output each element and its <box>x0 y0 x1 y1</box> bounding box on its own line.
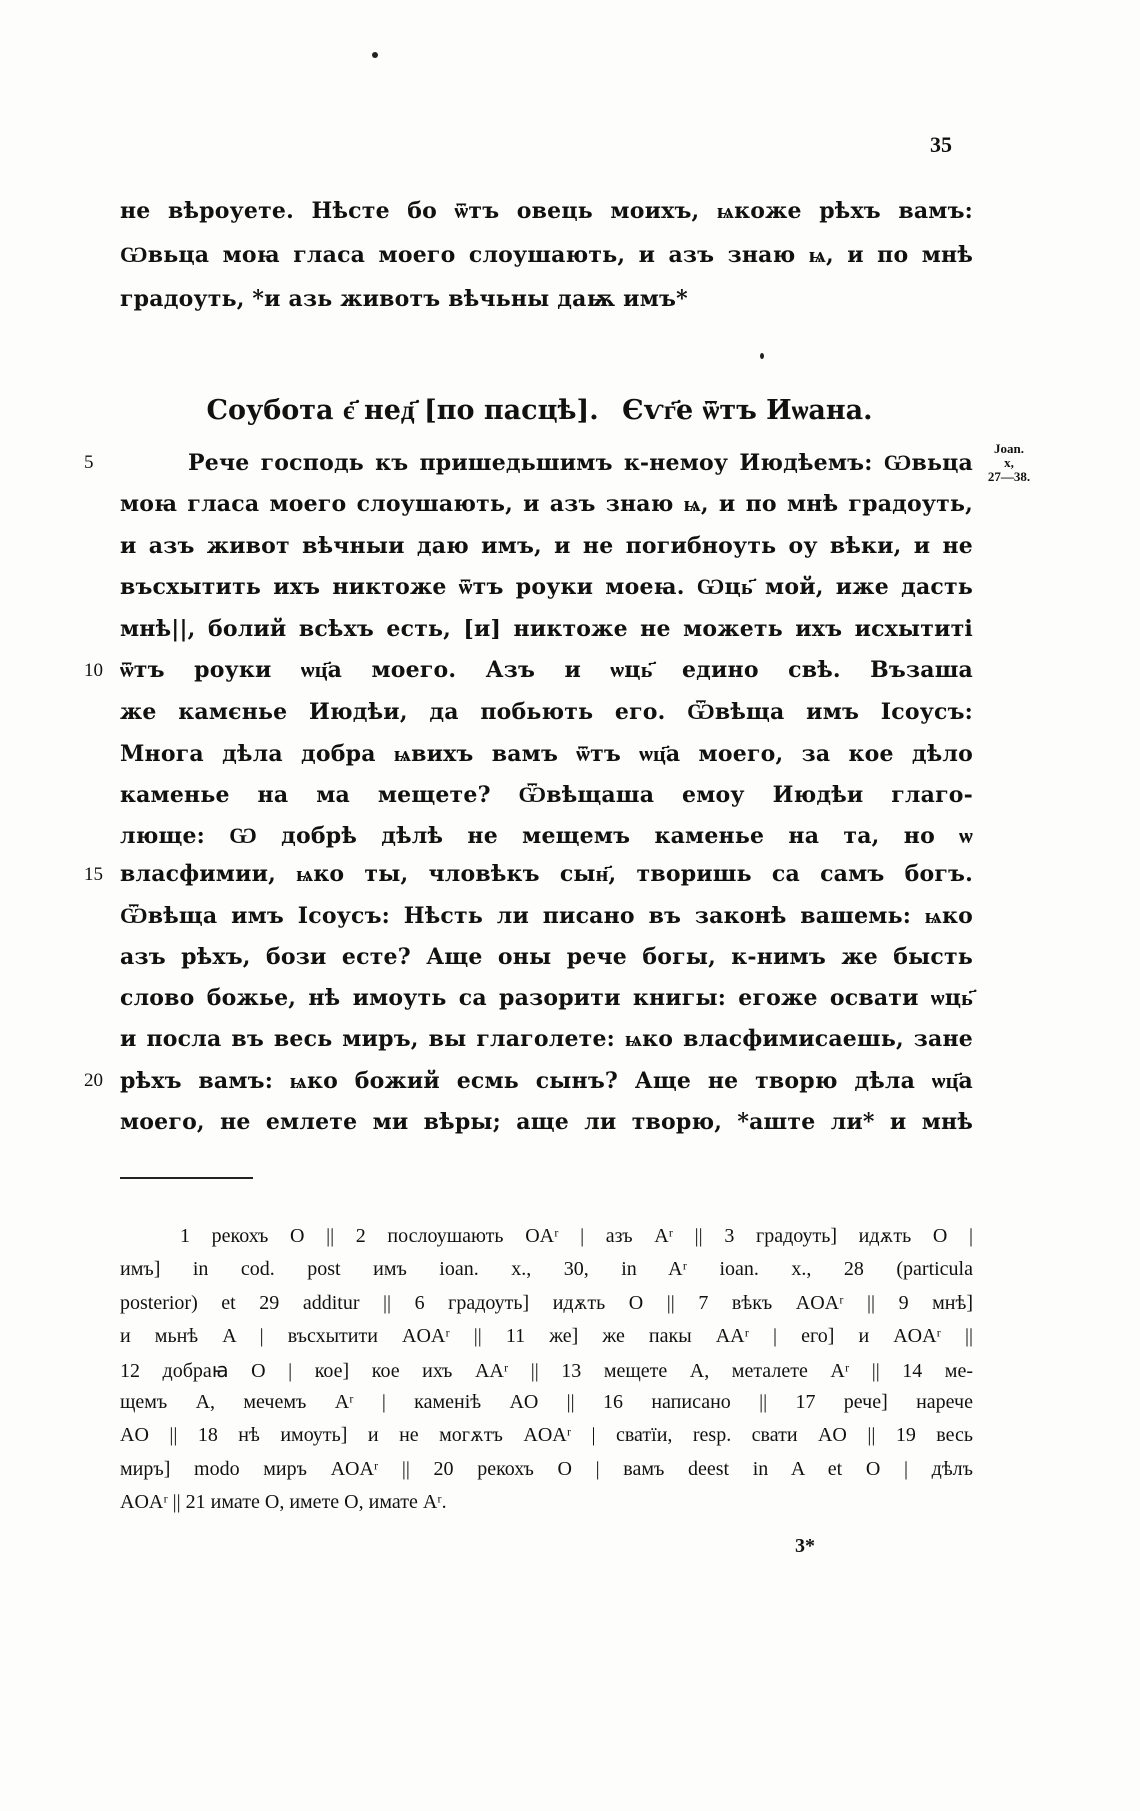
line-number: 10 <box>84 660 103 681</box>
signature-mark: 3* <box>795 1535 815 1557</box>
page-number: 35 <box>930 132 952 157</box>
body-line: и азъ живот вѣчныи даю имъ, и не погибноуть оу вѣки, и не <box>120 533 973 559</box>
margin-reference <box>978 442 1040 484</box>
line-number: 5 <box>84 452 94 473</box>
margin-ref-book: Joan. <box>994 441 1024 456</box>
ink-speck <box>372 52 378 58</box>
footnote-line: щемъ A, мечемъ Aʳ | каменіѣ AO || 16 написано || 17 рече] нарече <box>120 1391 973 1413</box>
footnote-line: и мьнѣ A | въсхытити AOAʳ || 11 же] же пакы AAʳ | его] и AOAʳ || <box>120 1325 973 1347</box>
text-line: Ѡвьца моꙗ гласа моего слоушають, и азъ знаю ѩ, и по мнѣ <box>120 242 973 268</box>
line-number: 20 <box>84 1070 103 1091</box>
body-line: моего, не емлете ми вѣры; аще ли творю, *аште ли* и мнѣ <box>120 1109 973 1135</box>
margin-ref-verses: 27—38. <box>987 469 1031 484</box>
body-line: же камєнье Июдѣи, да побьють его. Ѿвѣща имъ Ісоусъ: <box>120 699 973 725</box>
footnote-line: 1 рекохъ O || 2 послоушають OAʳ | азъ Aʳ || 3 градоуть] идѫть O | <box>180 1225 973 1247</box>
body-line: Рече господь къ пришедьшимъ к-немоу Июдѣемъ: Ѡвьца <box>188 450 973 476</box>
line-number: 15 <box>84 864 103 885</box>
body-line: власфимии, ѩко ты, чловѣкъ сын҃, творишь са самъ богъ. <box>120 861 973 887</box>
body-line: мнѣ||, болий всѣхъ есть, [и] никтоже не можеть ихъ исхытиті <box>120 616 973 642</box>
body-line: слово божье, нѣ имоуть са разорити книгы: егоже освати ѡць҃ <box>120 985 973 1011</box>
body-line: въсхытить ихъ никтоже ѿтъ роуки моеꙗ. Ѡць҃ мой, иже дасть <box>120 574 973 600</box>
footnote-line: миръ] modo миръ AOAʳ || 20 рекохъ O | вамъ deest in A et O | дѣлъ <box>120 1458 973 1480</box>
footnote-line: 12 добраꙗ O | кое] кое ихъ AAʳ || 13 мещете A, металете Aʳ || 14 ме- <box>120 1360 973 1382</box>
body-line: Многа дѣла добра ѩвихъ вамъ ѿтъ ѡц҃а моего, за кое дѣло <box>120 741 973 767</box>
footnote-line: AO || 18 нѣ имоуть] и не могѫтъ AOAʳ | сватїи, resp. свати AO || 19 весь <box>120 1424 973 1446</box>
body-line: моꙗ гласа моего слоушають, и азъ знаю ѩ, и по мнѣ градоуть, <box>120 491 973 517</box>
heading-reading: Єѵг҃е ѿтъ Иѡана. <box>622 395 873 426</box>
body-line: и посла въ весь миръ, вы глаголете: ѩко власфимисаешь, зане <box>120 1026 973 1052</box>
body-line: Ѿвѣща имъ Ісоусъ: Нѣсть ли писано въ законѣ вашемь: ѩко <box>120 903 973 929</box>
footnote-line: имъ] in cod. post имъ ioan. x., 30, in Aʳ ioan. x., 28 (particula <box>120 1258 973 1280</box>
body-line: люще: Ѡ добрѣ дѣлѣ не мещемъ каменье на та, но ѡ <box>120 823 973 849</box>
body-line: азъ рѣхъ, бози есте? Аще оны рече богы, к-нимъ же бысть <box>120 944 973 970</box>
footnote-separator <box>120 1177 253 1179</box>
text-line: градоуть, *и азь животъ вѣчьны даѭ имъ* <box>120 286 688 312</box>
body-line: ѿтъ роуки ѡц҃а моего. Азъ и ѡць҃ едино свѣ. Възаша <box>120 657 973 683</box>
heading-day: Соуботa є҃ нед҃ [по пасцѣ]. <box>206 395 599 426</box>
footnote-line: posterior) et 29 additur || 6 градоуть] идѫть O || 7 вѣкъ AOAʳ || 9 мнѣ] <box>120 1292 973 1314</box>
body-line: рѣхъ вамъ: ѩко божий есмь сынъ? Аще не творю дѣла ѡц҃а <box>120 1068 973 1094</box>
margin-ref-chapter: x, <box>1004 455 1014 470</box>
text-line: не вѣроуете. Нѣсте бо ѿтъ овець моихъ, ѩкоже рѣхъ вамъ: <box>120 198 973 224</box>
body-line: каменье на ма мещете? Ѿвѣщаша емоу Июдѣи глаго- <box>120 782 973 808</box>
footnote-line: AOAʳ || 21 имате O, имете O, имате Aʳ. <box>120 1491 447 1513</box>
ink-speck <box>760 353 764 359</box>
section-heading <box>120 395 973 426</box>
